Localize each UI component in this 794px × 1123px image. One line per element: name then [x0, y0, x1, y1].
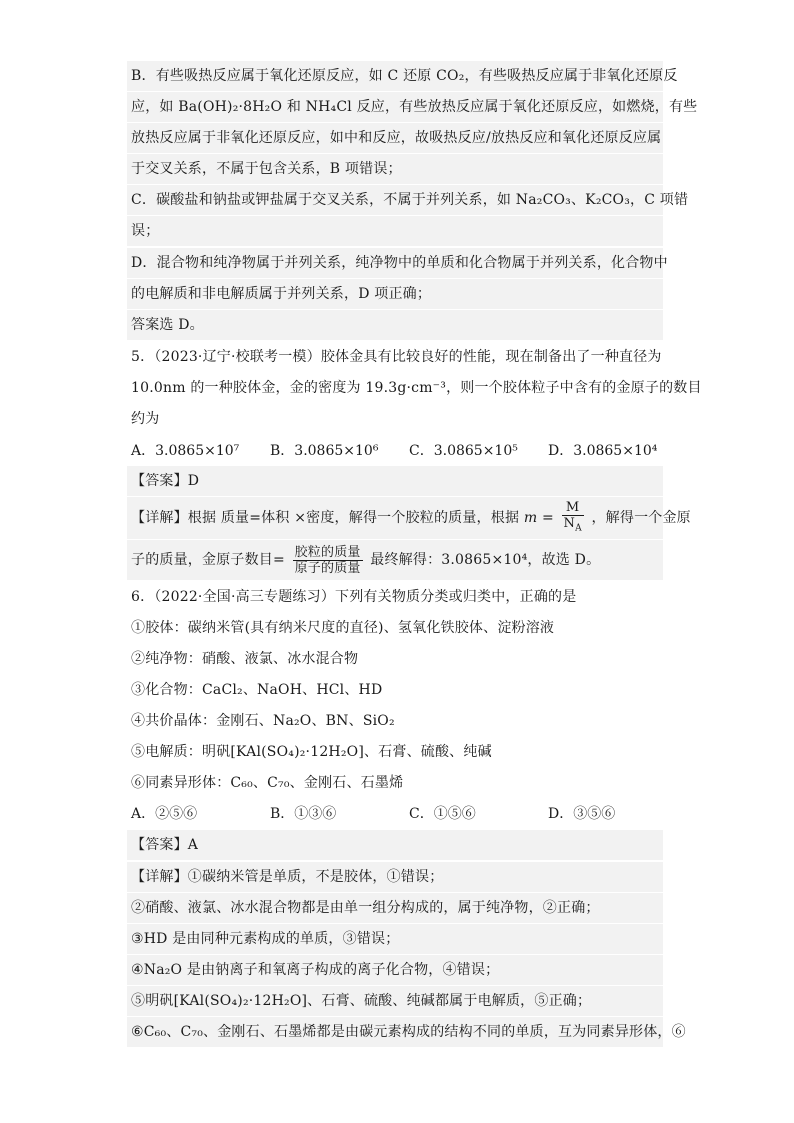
q5-answer: 【答案】D — [127, 466, 663, 496]
molar-mass-fraction — [562, 500, 584, 537]
q6-option-c: C．①⑤⑥ — [409, 806, 476, 822]
q6-answer: 【答案】A — [127, 830, 663, 860]
q5-option-a: A．3.0865×10⁷ — [131, 443, 240, 459]
q6-option-a: A．②⑤⑥ — [131, 806, 198, 822]
fraction-numerator: M — [562, 500, 584, 516]
q4-option-c-line1: C．碳酸盐和钠盐或钾盐属于交叉关系，不属于并列关系，如 Na₂CO₃、K₂CO₃，C 项错 — [127, 185, 663, 215]
q5-detail-line2 — [127, 540, 663, 580]
q6-detail-2: ②硝酸、液氯、冰水混合物都是由单一组分构成的，属于纯净物，②正确； — [127, 893, 663, 923]
q5-stem-line3: 约为 — [131, 411, 160, 427]
q5-detail2-prefix: 子的质量，金原子数目= — [131, 552, 285, 568]
fraction-denominator: 原子的质量 — [294, 560, 361, 576]
q4-option-b-line2: 应，如 Ba(OH)₂·8H₂O 和 NH₄Cl 反应，有些放热反应属于氧化还原反应，如燃烧，有些 — [127, 92, 663, 122]
q5-stem-line2: 10.0nm 的一种胶体金，金的密度为 19.3g·cm⁻³，则一个胶体粒子中含有的金原子的数目 — [131, 380, 702, 396]
q5-option-d: D．3.0865×10⁴ — [548, 443, 658, 459]
q6-stem: 6．（2022·全国·高三专题练习）下列有关物质分类或归类中，正确的是 — [131, 589, 577, 605]
q4-option-d-line1: D．混合物和纯净物属于并列关系，纯净物中的单质和化合物属于并列关系，化合物中 — [127, 248, 663, 278]
q5-option-b: B．3.0865×10⁶ — [270, 443, 379, 459]
q5-option-c: C．3.0865×10⁵ — [409, 443, 518, 459]
fraction-denominator: $N_A$ — [563, 515, 582, 534]
fraction-numerator: 胶粒的质量 — [294, 544, 361, 560]
q6-item-6: ⑥同素异形体：C₆₀、C₇₀、金刚石、石墨烯 — [131, 775, 404, 791]
q6-option-b: B．①③⑥ — [270, 806, 337, 822]
q6-detail-3: ③HD 是由同种元素构成的单质，③错误； — [127, 924, 663, 954]
q5-stem-line1: 5．（2023·辽宁·校联考一模）胶体金具有比较良好的性能，现在制备出了一种直径为 — [131, 349, 662, 365]
q5-detail2-suffix: 最终解得：3.0865×10⁴，故选 D。 — [370, 552, 601, 568]
q4-option-c-line2: 误； — [127, 216, 663, 246]
q6-option-d: D．③⑤⑥ — [548, 806, 616, 822]
q4-option-b-line3: 放热反应属于非氧化还原反应，如中和反应，故吸热反应/放热反应和氧化还原反应属 — [127, 123, 663, 153]
q6-detail-1: 【详解】①碳纳米管是单质，不是胶体，①错误； — [127, 862, 663, 892]
q4-final-answer: 答案选 D。 — [127, 310, 663, 340]
q5-detail-suffix: ，解得一个金原 — [591, 510, 691, 526]
q5-detail-prefix: 【详解】根据 质量=体积 ×密度，解得一个胶粒的质量，根据 — [131, 510, 520, 526]
q6-detail-5: ⑤明矾[KAl(SO₄)₂·12H₂O]、石膏、硫酸、纯碱都属于电解质，⑤正确； — [127, 986, 663, 1016]
mass-symbol: m = — [523, 510, 554, 526]
q6-item-2: ②纯净物：硝酸、液氯、冰水混合物 — [131, 651, 359, 667]
q6-options — [131, 799, 651, 829]
q4-option-b-line1: B．有些吸热反应属于氧化还原反应，如 C 还原 CO₂，有些吸热反应属于非氧化还原反 — [127, 61, 663, 91]
q6-item-5: ⑤电解质：明矾[KAl(SO₄)₂·12H₂O]、石膏、硫酸、纯碱 — [131, 744, 492, 760]
q4-option-d-line2: 的电解质和非电解质属于并列关系，D 项正确； — [127, 279, 663, 309]
q6-detail-4: ④Na₂O 是由钠离子和氧离子构成的离子化合物，④错误； — [127, 955, 663, 985]
atom-count-fraction — [293, 545, 363, 576]
q6-detail-6: ⑥C₆₀、C₇₀、金刚石、石墨烯都是由碳元素构成的结构不同的单质，互为同素异形体，⑥ — [127, 1017, 663, 1047]
q5-detail-line1 — [127, 497, 691, 539]
q6-item-3: ③化合物：CaCl₂、NaOH、HCl、HD — [131, 682, 383, 698]
q6-item-1: ①胶体：碳纳米管(具有纳米尺度的直径)、氢氧化铁胶体、淀粉溶液 — [131, 620, 555, 636]
q6-item-4: ④共价晶体：金刚石、Na₂O、BN、SiO₂ — [131, 713, 395, 729]
q5-options — [131, 436, 658, 466]
q4-option-b-line4: 于交叉关系，不属于包含关系，B 项错误； — [127, 154, 663, 184]
